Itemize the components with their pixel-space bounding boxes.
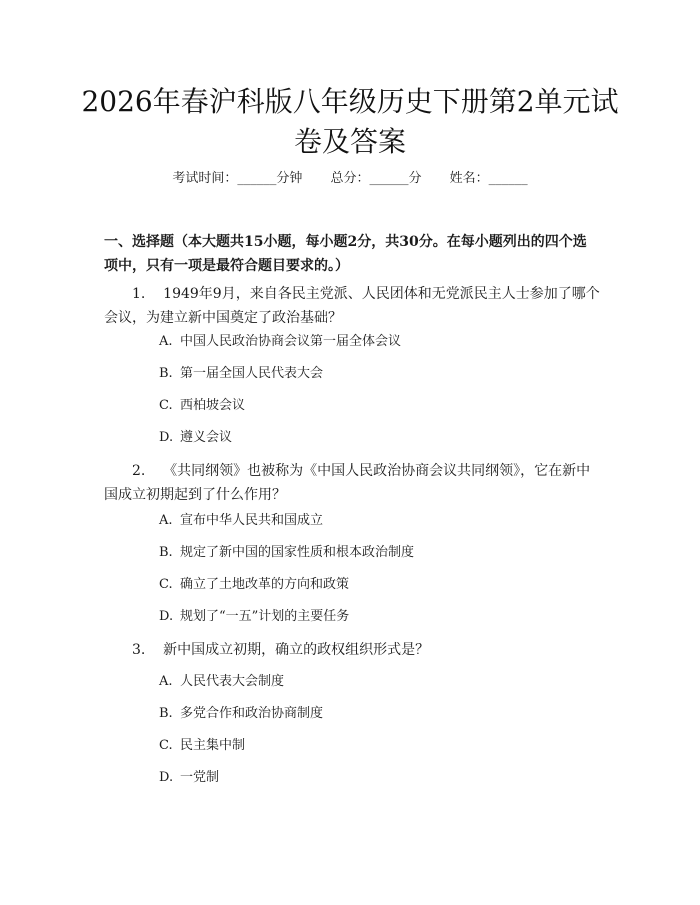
option-text: 规定了新中国的国家性质和根本政治制度: [180, 545, 415, 560]
question-3: [104, 638, 600, 662]
option-text: 中国人民政治协商会议第一届全体会议: [180, 334, 402, 349]
question-2-option-a: [159, 511, 323, 531]
document-title: 2026年春沪科版八年级历史下册第2单元试卷及答案: [81, 85, 619, 158]
option-text: 遵义会议: [180, 430, 233, 445]
option-text: 民主集中制: [180, 738, 246, 753]
option-letter: C.: [159, 398, 173, 413]
option-text: 西柏坡会议: [180, 398, 246, 413]
question-text: 新中国成立初期，确立的政权组织形式是？: [163, 642, 430, 658]
option-letter: A.: [159, 674, 173, 689]
question-2-option-c: [159, 575, 349, 595]
question-3-option-d: [159, 768, 219, 788]
option-text: 多党合作和政治协商制度: [180, 706, 324, 721]
question-text: 1949年9月，来自各民主党派、人民团体和无党派民主人士参加了哪个会议，为建立新中国奠定了政治基础？: [104, 286, 600, 326]
option-letter: D.: [159, 609, 174, 624]
student-name-field: 姓名：______: [449, 171, 528, 186]
option-text: 规划了“一五”计划的主要任务: [180, 609, 350, 624]
option-text: 确立了土地改革的方向和政策: [180, 577, 350, 592]
question-3-option-a: [159, 672, 284, 692]
option-letter: C.: [159, 577, 173, 592]
question-number: 1.: [132, 286, 146, 302]
section-heading: 一、选择题（本大题共15小题，每小题2分，共30分。在每小题列出的四个选项中，只有一项是最符合题目要求的。）: [104, 234, 587, 274]
question-1: [104, 282, 600, 330]
question-1-option-b: [159, 364, 323, 384]
question-number: 3.: [132, 642, 146, 658]
question-1-option-a: [159, 332, 401, 352]
question-3-option-b: [159, 704, 323, 724]
option-letter: A.: [159, 334, 173, 349]
question-1-option-c: [159, 396, 245, 416]
question-2-option-b: [159, 543, 414, 563]
question-1-option-d: [159, 428, 232, 448]
option-text: 人民代表大会制度: [180, 674, 285, 689]
question-3-option-c: [159, 736, 245, 756]
option-letter: D.: [159, 430, 174, 445]
option-text: 一党制: [180, 770, 220, 785]
option-text: 第一届全国人民代表大会: [180, 366, 324, 381]
option-letter: A.: [159, 513, 173, 528]
question-2-option-d: [159, 607, 349, 627]
option-letter: B.: [159, 706, 173, 721]
exam-time-field: 考试时间：______分钟: [172, 171, 303, 186]
total-score-field: 总分：______分: [330, 171, 422, 186]
question-text: 《共同纲领》也被称为《中国人民政治协商会议共同纲领》，它在新中国成立初期起到了什么作用？: [104, 463, 591, 503]
exam-info-line: [0, 170, 700, 188]
option-letter: B.: [159, 366, 173, 381]
question-2: [104, 459, 600, 507]
option-letter: D.: [159, 770, 174, 785]
option-letter: B.: [159, 545, 173, 560]
question-number: 2.: [132, 463, 146, 479]
option-text: 宣布中华人民共和国成立: [180, 513, 324, 528]
option-letter: C.: [159, 738, 173, 753]
